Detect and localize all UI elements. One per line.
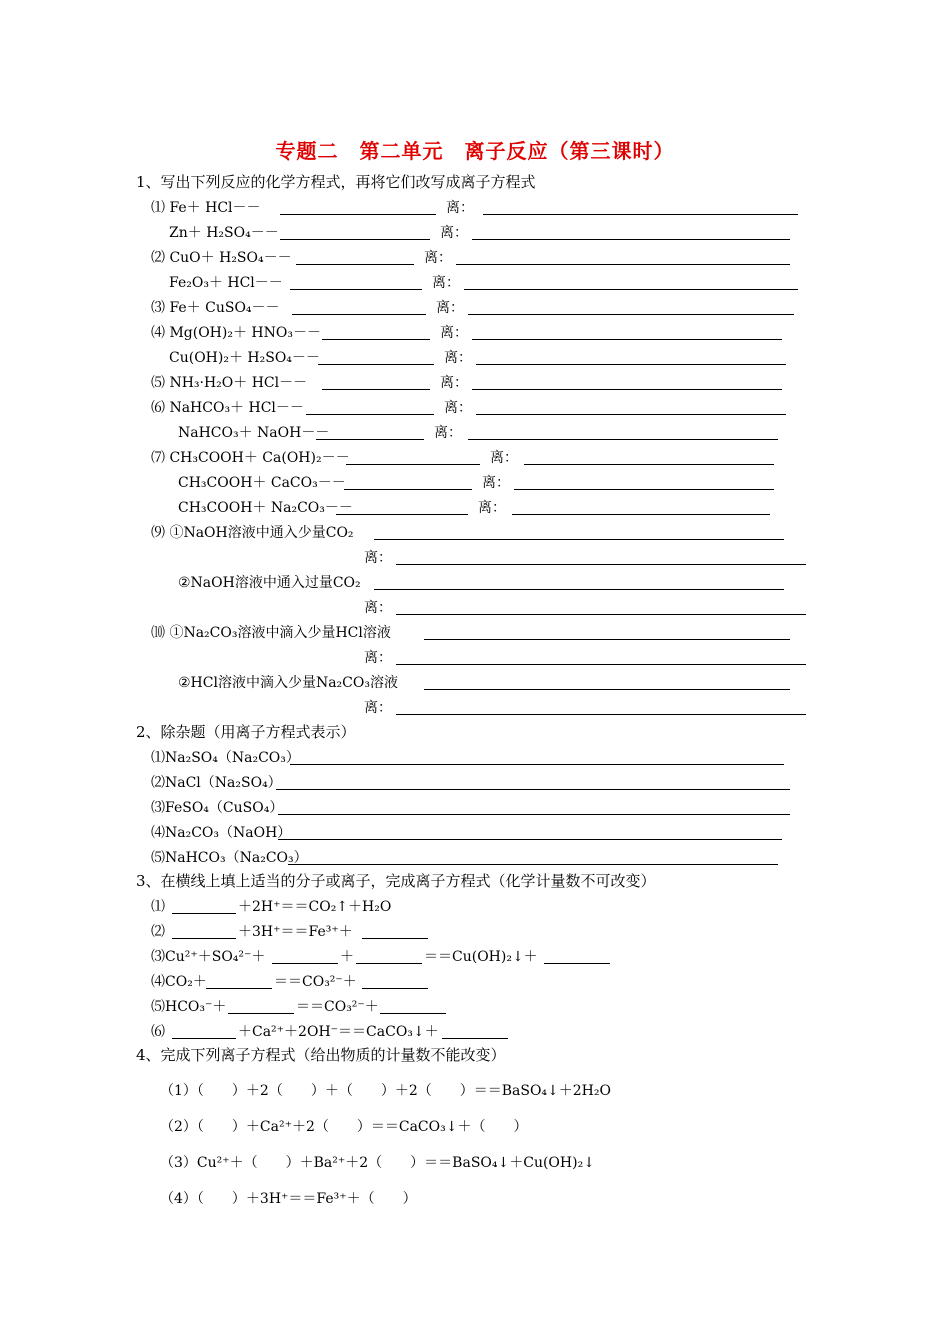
fill-blank[interactable]: [206, 988, 272, 989]
ion-answer-blank[interactable]: [468, 314, 794, 315]
q2-item-label: ⑸NaHCO₃（Na₂CO₃）: [151, 850, 308, 866]
ion-label: 离：: [424, 250, 452, 266]
ion-label: 离：: [364, 700, 392, 716]
ion-label: 离：: [444, 350, 472, 366]
q4-equation[interactable]: （3）Cu²⁺＋（ ）＋Ba²⁺＋2（ ）＝＝BaSO₄↓＋Cu(OH)₂↓: [160, 1155, 595, 1171]
fill-blank[interactable]: [172, 938, 236, 939]
q3-equation-text: ＋Ca²⁺＋2OH⁻＝＝CaCO₃↓＋: [238, 1024, 439, 1040]
fill-blank[interactable]: [172, 913, 236, 914]
fill-blank[interactable]: [362, 938, 428, 939]
fill-blank[interactable]: [172, 1038, 236, 1039]
answer-blank[interactable]: [318, 364, 434, 365]
q4-equation[interactable]: （1）（ ）＋2（ ）＋（ ）＋2（ ）＝＝BaSO₄↓＋2H₂O: [160, 1083, 611, 1099]
ion-answer-blank[interactable]: [472, 239, 790, 240]
ion-answer-blank[interactable]: [472, 389, 782, 390]
q3-equation-text: ＋3H⁺＝＝Fe³⁺＋: [238, 924, 353, 940]
ion-label: 离：: [482, 475, 510, 491]
q1-reaction-description: ⑼ ①NaOH溶液中通入少量CO₂: [151, 525, 354, 541]
section-3-heading: 3、在横线上填上适当的分子或离子，完成离子方程式（化学计量数不可改变）: [136, 872, 656, 890]
ion-label: 离：: [490, 450, 518, 466]
answer-blank[interactable]: [316, 439, 424, 440]
q1-equation-label: ⑶ Fe＋ CuSO₄－－: [151, 300, 280, 316]
fill-blank[interactable]: [544, 963, 610, 964]
ion-answer-blank[interactable]: [396, 614, 806, 615]
q1-reaction-description: ⑽ ①Na₂CO₃溶液中滴入少量HCl溶液: [151, 625, 391, 641]
fill-blank[interactable]: [272, 963, 338, 964]
q2-item-label: ⑷Na₂CO₃（NaOH）: [151, 825, 292, 841]
fill-blank[interactable]: [362, 988, 428, 989]
answer-blank[interactable]: [280, 239, 430, 240]
answer-blank[interactable]: [322, 389, 430, 390]
ion-label: 离：: [364, 650, 392, 666]
answer-blank[interactable]: [288, 864, 778, 865]
answer-blank[interactable]: [278, 814, 790, 815]
q2-item-label: ⑵NaCl（Na₂SO₄）: [151, 775, 282, 791]
q3-equation-text: ＝＝Cu(OH)₂↓＋: [424, 949, 538, 965]
q1-equation-label: ⑵ CuO＋ H₂SO₄－－: [151, 250, 292, 266]
answer-blank[interactable]: [346, 464, 480, 465]
answer-blank[interactable]: [374, 589, 784, 590]
q1-equation-label: ⑴ Fe＋ HCl－－: [151, 200, 261, 216]
answer-blank[interactable]: [336, 514, 468, 515]
q1-reaction-description: ②HCl溶液中滴入少量Na₂CO₃溶液: [178, 675, 398, 691]
fill-blank[interactable]: [442, 1038, 508, 1039]
fill-blank[interactable]: [356, 963, 422, 964]
ion-label: 离：: [440, 375, 468, 391]
q1-equation-label: Cu(OH)₂＋ H₂SO₄－－: [169, 350, 320, 366]
q1-equation-label: Fe₂O₃＋ HCl－－: [169, 275, 283, 291]
ion-label: 离：: [440, 225, 468, 241]
q1-equation-label: CH₃COOH＋ Na₂CO₃－－: [178, 500, 353, 516]
q3-equation-text: ＝＝CO₃²⁻＋: [296, 999, 379, 1015]
answer-blank[interactable]: [278, 839, 782, 840]
ion-answer-blank[interactable]: [524, 464, 774, 465]
answer-blank[interactable]: [344, 489, 472, 490]
q1-equation-label: ⑸ NH₃·H₂O＋ HCl－－: [151, 375, 308, 391]
q3-equation-text: ⑸HCO₃⁻＋: [151, 999, 227, 1015]
ion-answer-blank[interactable]: [456, 264, 790, 265]
ion-label: 离：: [364, 550, 392, 566]
answer-blank[interactable]: [374, 539, 784, 540]
ion-answer-blank[interactable]: [396, 714, 806, 715]
q3-equation-text: ⑷CO₂＋: [151, 974, 207, 990]
q1-reaction-description: ②NaOH溶液中通入过量CO₂: [178, 575, 361, 591]
q4-equation[interactable]: （4）（ ）＋3H⁺＝＝Fe³⁺＋（ ）: [160, 1191, 417, 1207]
answer-blank[interactable]: [322, 339, 430, 340]
q3-label: ⑴: [151, 899, 165, 915]
q3-equation-text: ＝＝CO₃²⁻＋: [274, 974, 357, 990]
ion-label: 离：: [432, 275, 460, 291]
q3-label: ⑹: [151, 1024, 165, 1040]
answer-blank[interactable]: [280, 214, 436, 215]
ion-answer-blank[interactable]: [476, 414, 786, 415]
ion-label: 离：: [440, 325, 468, 341]
ion-answer-blank[interactable]: [464, 289, 798, 290]
q1-equation-label: ⑺ CH₃COOH＋ Ca(OH)₂－－: [151, 450, 350, 466]
ion-answer-blank[interactable]: [476, 364, 786, 365]
q3-equation-text: ＋2H⁺＝＝CO₂↑＋H₂O: [238, 899, 392, 915]
ion-label: 离：: [434, 425, 462, 441]
q1-equation-label: NaHCO₃＋ NaOH－－: [178, 425, 330, 441]
q3-equation-text: ＋: [340, 949, 354, 965]
answer-blank[interactable]: [276, 789, 790, 790]
section-2-heading: 2、除杂题（用离子方程式表示）: [136, 723, 356, 741]
ion-answer-blank[interactable]: [468, 439, 778, 440]
ion-label: 离：: [478, 500, 506, 516]
ion-answer-blank[interactable]: [396, 664, 806, 665]
q1-equation-label: CH₃COOH＋ CaCO₃－－: [178, 475, 346, 491]
q2-item-label: ⑶FeSO₄（CuSO₄）: [151, 800, 284, 816]
ion-label: 离：: [446, 200, 474, 216]
q1-equation-label: ⑹ NaHCO₃＋ HCl－－: [151, 400, 304, 416]
answer-blank[interactable]: [290, 289, 422, 290]
section-4-heading: 4、完成下列离子方程式（给出物质的计量数不能改变）: [136, 1046, 506, 1064]
ion-answer-blank[interactable]: [514, 489, 774, 490]
q1-equation-label: Zn＋ H₂SO₄－－: [169, 225, 279, 241]
answer-blank[interactable]: [292, 314, 426, 315]
answer-blank[interactable]: [290, 764, 784, 765]
page-title: 专题二 第二单元 离子反应（第三课时）: [275, 139, 675, 163]
section-1-heading: 1、写出下列反应的化学方程式，再将它们改写成离子方程式: [136, 173, 536, 191]
q3-equation-text: ⑶Cu²⁺＋SO₄²⁻＋: [151, 949, 266, 965]
ion-answer-blank[interactable]: [483, 214, 798, 215]
answer-blank[interactable]: [296, 264, 414, 265]
ion-answer-blank[interactable]: [472, 339, 782, 340]
q2-item-label: ⑴Na₂SO₄（Na₂CO₃）: [151, 750, 300, 766]
ion-answer-blank[interactable]: [512, 514, 770, 515]
answer-blank[interactable]: [424, 689, 790, 690]
q4-equation[interactable]: （2）（ ）＋Ca²⁺＋2（ ）＝＝CaCO₃↓＋（ ）: [160, 1119, 528, 1135]
ion-answer-blank[interactable]: [396, 564, 806, 565]
fill-blank[interactable]: [380, 1013, 446, 1014]
ion-label: 离：: [444, 400, 472, 416]
q1-equation-label: ⑷ Mg(OH)₂＋ HNO₃－－: [151, 325, 321, 341]
answer-blank[interactable]: [424, 639, 790, 640]
ion-label: 离：: [364, 600, 392, 616]
ion-label: 离：: [436, 300, 464, 316]
q3-label: ⑵: [151, 924, 165, 940]
answer-blank[interactable]: [306, 414, 434, 415]
fill-blank[interactable]: [228, 1013, 294, 1014]
